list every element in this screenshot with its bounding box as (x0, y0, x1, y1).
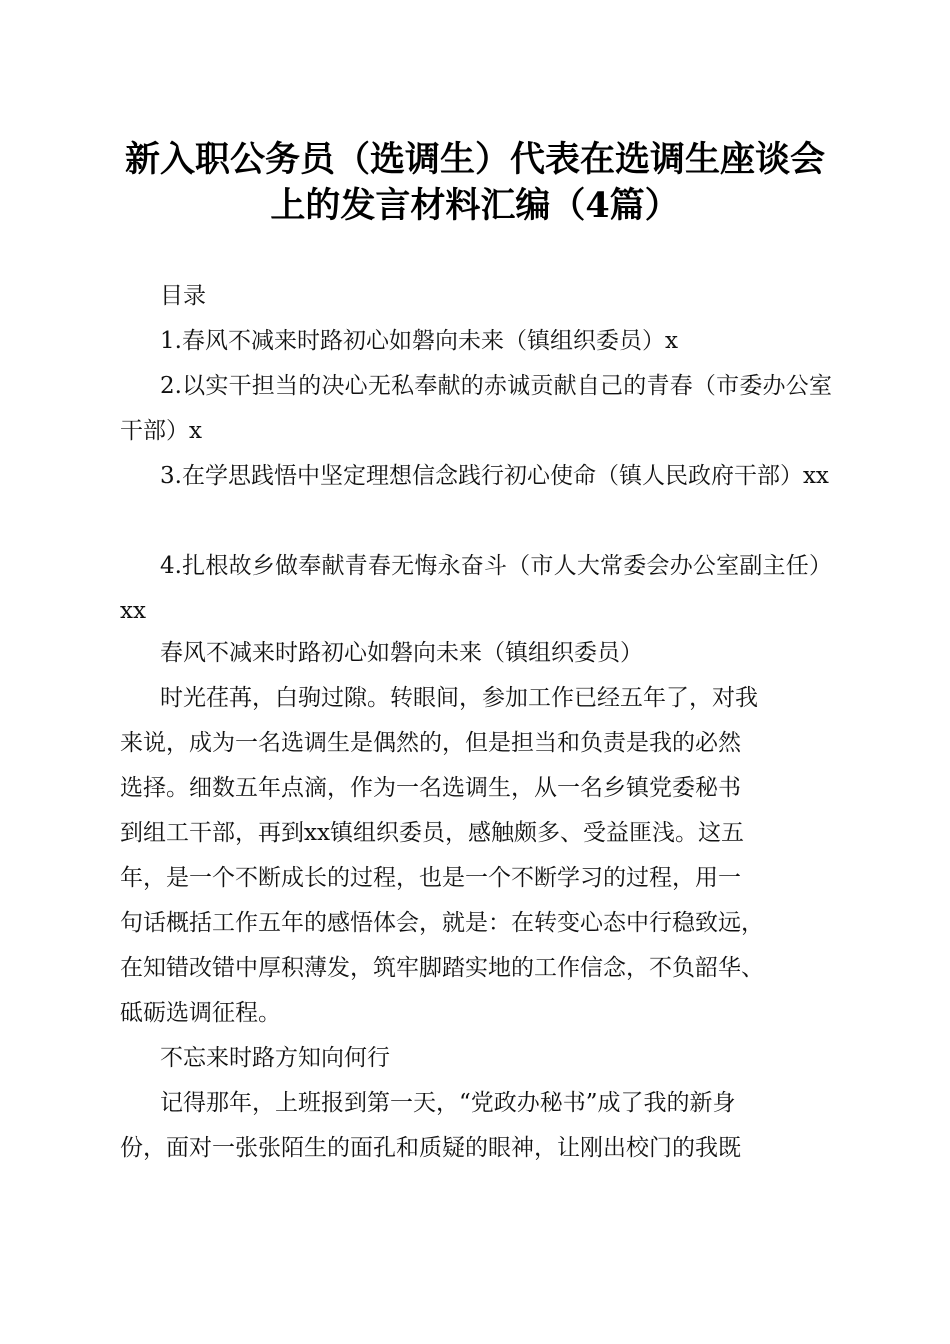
paragraph-1-line: 选择。细数五年点滴，作为一名选调生，从一名乡镇党委秘书 (120, 775, 741, 801)
paragraph-1-line: 在知错改错中厚积薄发，筑牢脚踏实地的工作信念，不负韶华、 (120, 955, 764, 981)
toc-item-3: 3.在学思践悟中坚定理想信念践行初心使命（镇人民政府干部）xx (160, 463, 829, 489)
paragraph-1-line: 时光荏苒，白驹过隙。转眼间，参加工作已经五年了，对我 (160, 685, 758, 711)
toc-item-2: 2.以实干担当的决心无私奉献的赤诚贡献自己的青春（市委办公室干部）x (120, 373, 832, 444)
paragraph-1-line: 句话概括工作五年的感悟体会，就是：在转变心态中行稳致远， (120, 910, 764, 936)
section-heading: 不忘来时路方知向何行 (160, 1045, 390, 1071)
document-title-line-1: 新入职公务员（选调生）代表在选调生座谈会 (124, 139, 825, 180)
article-title: 春风不减来时路初心如磐向未来（镇组织委员） (160, 640, 643, 666)
toc-item-4: 4.扎根故乡做奉献青春无悔永奋斗（市人大常委会办公室副主任）xx (120, 553, 832, 624)
paragraph-1-line: 到组工干部，再到xx镇组织委员，感触颇多、受益匪浅。这五 (120, 820, 744, 846)
document-title-line-2: 上的发言材料汇编（4篇） (270, 185, 680, 226)
paragraph-2-line: 份，面对一张张陌生的面孔和质疑的眼神，让刚出校门的我既 (120, 1135, 741, 1161)
paragraph-1-line: 来说，成为一名选调生是偶然的，但是担当和负责是我的必然 (120, 730, 741, 756)
toc-item-1: 1.春风不减来时路初心如磐向未来（镇组织委员）x (160, 328, 678, 354)
paragraph-1-line: 年，是一个不断成长的过程，也是一个不断学习的过程，用一 (120, 865, 741, 891)
paragraph-2-line: 记得那年，上班报到第一天，“党政办秘书”成了我的新身 (160, 1090, 736, 1116)
toc-heading: 目录 (160, 283, 206, 309)
paragraph-1-line: 砥砺选调征程。 (120, 1000, 281, 1026)
